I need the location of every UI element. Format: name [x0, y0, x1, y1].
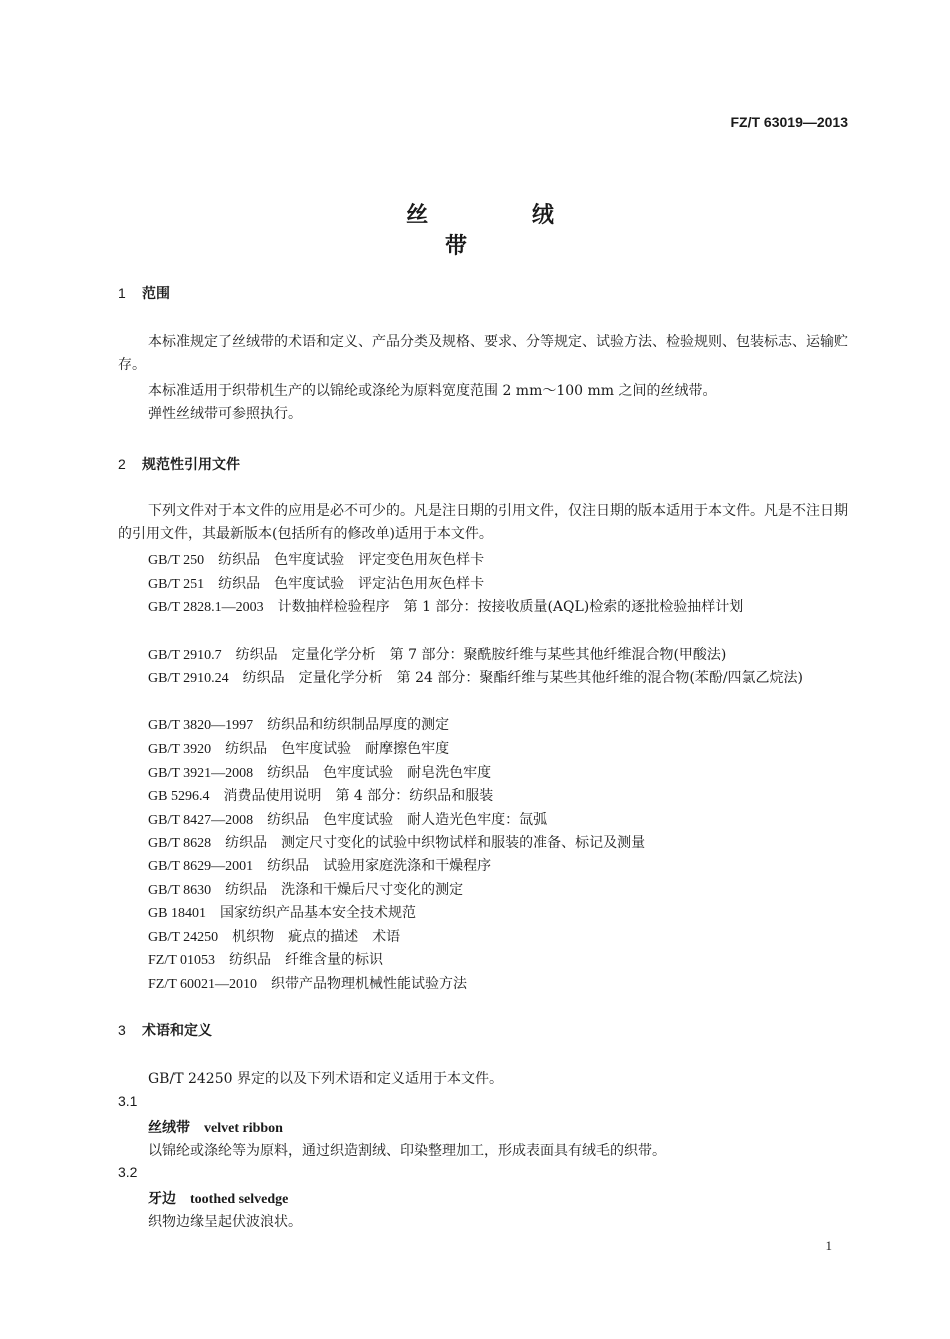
reference-title: 纺织品 测定尺寸变化的试验中织物试样和服装的准备、标记及测量 [225, 835, 646, 851]
document-code: FZ/T 63019—2013 [730, 114, 848, 130]
reference-item [148, 855, 491, 875]
page-number: 1 [825, 1238, 832, 1253]
term-number: 3.2 [118, 1164, 138, 1180]
reference-code: GB/T 8629—2001 [148, 859, 254, 874]
term-zh: 牙边 [148, 1191, 176, 1207]
section-2-intro [118, 500, 848, 546]
reference-item [148, 926, 400, 946]
term-definition: 织物边缘呈起伏波浪状。 [148, 1214, 302, 1230]
reference-code: GB/T 2910.7 [148, 648, 222, 663]
section-1-heading [118, 283, 170, 303]
reference-code: FZ/T 60021—2010 [148, 977, 258, 992]
reference-item [148, 949, 383, 969]
reference-code: GB 18401 [148, 906, 206, 921]
reference-item [118, 596, 848, 619]
term-definition: 以锦纶或涤纶等为原料，通过织造割绒、印染整理加工，形成表面具有绒毛的织带。 [148, 1143, 666, 1159]
reference-code: GB/T 8427—2008 [148, 813, 254, 828]
reference-title: 织带产品物理机械性能试验方法 [271, 976, 468, 992]
reference-item [148, 809, 547, 829]
reference-title: 纺织品 色牢度试验 评定沾色用灰色样卡 [218, 576, 485, 592]
reference-code: GB/T 8628 [148, 836, 212, 851]
reference-item [148, 785, 493, 805]
section-3-intro: GB/T 24250 界定的以及下列术语和定义适用于本文件。 [148, 1071, 503, 1087]
term-heading [148, 1188, 288, 1208]
reference-code: GB/T 3921—2008 [148, 766, 254, 781]
term-en: velvet ribbon [204, 1121, 283, 1136]
reference-item [148, 902, 416, 922]
section-title: 范围 [142, 286, 170, 302]
document-title: 丝 绒 带 [406, 203, 602, 259]
section-title: 规范性引用文件 [142, 457, 240, 473]
reference-title: 纺织品 定量化学分析 第 7 部分：聚酰胺纤维与某些其他纤维混合物(甲酸法) [235, 647, 727, 663]
reference-item [148, 714, 449, 734]
section-2-heading [118, 454, 240, 474]
paragraph-text: 本标准规定了丝绒带的术语和定义、产品分类及规格、要求、分等规定、试验方法、检验规则、包装标志、运输贮存。 [118, 334, 848, 373]
reference-item [148, 573, 484, 593]
reference-title: 纺织品 试验用家庭洗涤和干燥程序 [267, 858, 492, 874]
reference-code: GB/T 3820—1997 [148, 718, 254, 733]
reference-title: 计数抽样检验程序 第 1 部分：按接收质量(AQL)检索的逐批检验抽样计划 [277, 599, 744, 615]
section-1-paragraph-1 [118, 331, 848, 377]
reference-item [148, 762, 491, 782]
reference-title: 纺织品 定量化学分析 第 24 部分：聚酯纤维与某些其他纤维的混合物(苯酚/四氯乙烷法) [242, 670, 803, 686]
reference-item [118, 667, 848, 690]
section-number: 1 [118, 285, 126, 301]
reference-item [148, 644, 726, 664]
reference-title: 纺织品 色牢度试验 耐摩擦色牢度 [225, 741, 450, 757]
term-number: 3.1 [118, 1093, 138, 1109]
section-number: 3 [118, 1022, 126, 1038]
reference-item [148, 973, 467, 993]
term-en: toothed selvedge [190, 1192, 289, 1207]
reference-code: GB/T 251 [148, 577, 205, 592]
reference-code: GB/T 2910.24 [148, 671, 229, 686]
reference-code: GB/T 24250 [148, 930, 219, 945]
reference-code: GB/T 250 [148, 553, 205, 568]
term-heading [148, 1117, 283, 1137]
reference-title: 国家纺织产品基本安全技术规范 [219, 905, 416, 921]
section-number: 2 [118, 456, 126, 472]
reference-item [148, 738, 449, 758]
reference-code: GB/T 8630 [148, 883, 212, 898]
reference-item [148, 549, 484, 569]
section-title: 术语和定义 [142, 1023, 212, 1039]
term-zh: 丝绒带 [148, 1120, 190, 1136]
reference-title: 纺织品 色牢度试验 耐皂洗色牢度 [267, 765, 492, 781]
reference-code: GB/T 2828.1—2003 [148, 600, 264, 615]
section-3-heading [118, 1020, 212, 1040]
reference-title: 纺织品 洗涤和干燥后尺寸变化的测定 [225, 882, 464, 898]
reference-item [148, 832, 645, 852]
reference-title: 纺织品 纤维含量的标识 [229, 952, 384, 968]
reference-title: 消费品使用说明 第 4 部分：纺织品和服装 [223, 788, 494, 804]
reference-code: GB 5296.4 [148, 789, 210, 804]
reference-title: 纺织品 色牢度试验 耐人造光色牢度：氙弧 [267, 812, 548, 828]
reference-code: FZ/T 01053 [148, 953, 216, 968]
reference-title: 纺织品和纺织制品厚度的测定 [267, 717, 450, 733]
paragraph-text: 下列文件对于本文件的应用是必不可少的。凡是注日期的引用文件，仅注日期的版本适用于本文件。凡是不注日期的引用文件，其最新版本(包括所有的修改单)适用于本文件。 [118, 503, 848, 542]
reference-title: 机织物 疵点的描述 术语 [232, 929, 401, 945]
section-1-paragraph-2: 本标准适用于织带机生产的以锦纶或涤纶为原料宽度范围 2 mm～100 mm 之间的丝绒带。 [148, 383, 717, 399]
section-1-paragraph-3: 弹性丝绒带可参照执行。 [148, 406, 302, 422]
reference-item [148, 879, 463, 899]
reference-title: 纺织品 色牢度试验 评定变色用灰色样卡 [218, 552, 485, 568]
reference-code: GB/T 3920 [148, 742, 212, 757]
